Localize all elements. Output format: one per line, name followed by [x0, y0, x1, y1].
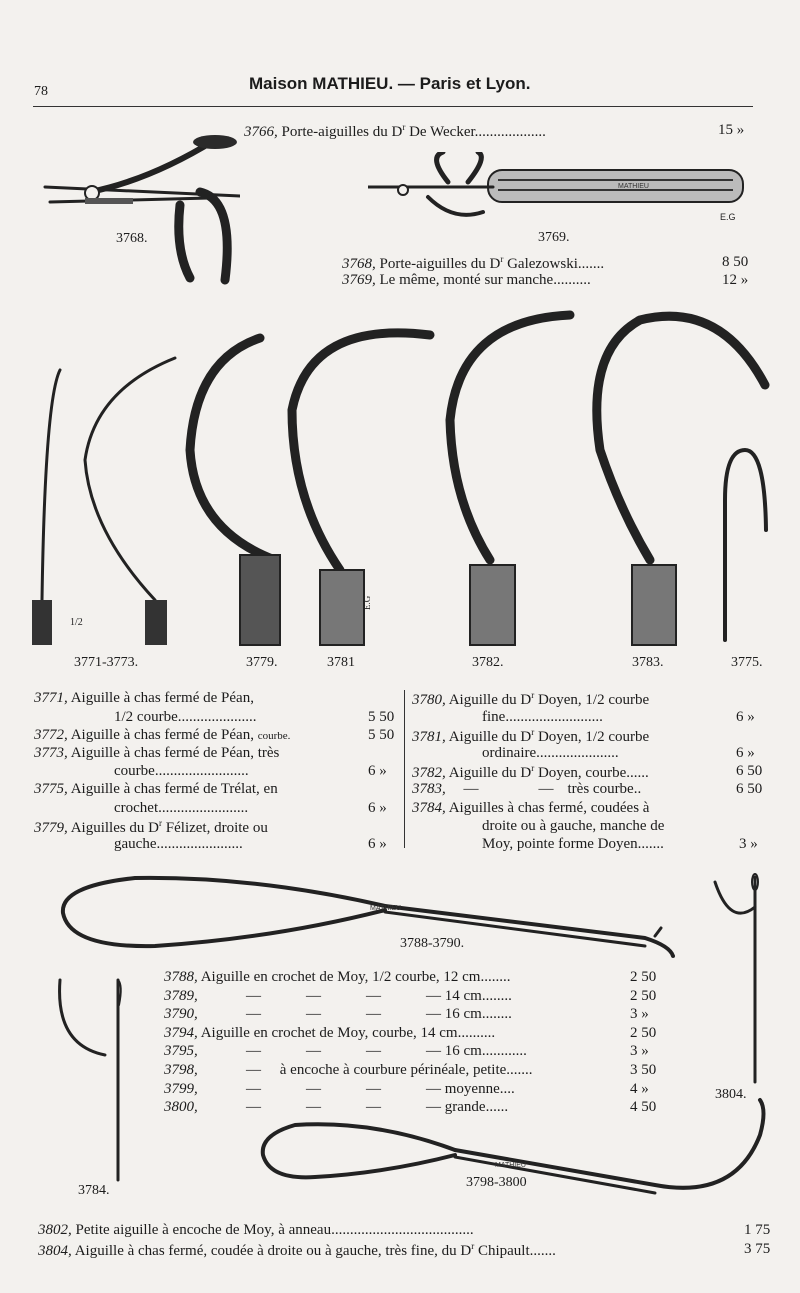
moy-price-3788: 2 50 — [630, 969, 657, 985]
right-item-3781-line2: ordinaire...................... — [482, 745, 619, 761]
moy-price-3800: 4 50 — [630, 1099, 657, 1115]
moy-price-3795: 3 » — [630, 1043, 649, 1059]
left-item-3771-line2: 1/2 courbe..................... — [114, 709, 257, 725]
moy-row-3795: 3795, — — — — 16 cm............ — [164, 1043, 527, 1059]
brand-engraving-3788: MATHIEU — [370, 905, 401, 912]
right-item-3784-line2: droite ou à gauche, manche de — [482, 818, 665, 834]
price-3782: 6 50 — [736, 763, 763, 779]
fig-3769-label: 3769. — [538, 230, 570, 245]
caption-3782: 3782. — [472, 655, 504, 670]
fig-3798-label: 3798-3800 — [466, 1175, 527, 1190]
needle-3772 — [85, 358, 175, 645]
price-3773: 6 » — [368, 763, 387, 779]
right-item-3784: 3784, Aiguilles à chas fermé, coudées à — [412, 800, 650, 816]
left-item-3775: 3775, Aiguille à chas fermé de Trélat, en — [34, 781, 278, 797]
moy-row-3790: 3790, — — — — 16 cm........ — [164, 1006, 512, 1022]
needles-illustration — [20, 300, 790, 652]
needle-3804-illustration — [705, 872, 765, 1087]
needle-holder-3769-illustration — [368, 152, 748, 227]
left-item-3771: 3771, Aiguille à chas fermé de Péan, — [34, 690, 254, 706]
right-item-3784-line3: Moy, pointe forme Doyen....... — [482, 836, 664, 852]
right-item-3783: 3783, — — très courbe.. — [412, 781, 642, 797]
needle-3782 — [450, 315, 570, 645]
moy-price-3798: 3 50 — [630, 1062, 657, 1078]
needle-3783 — [597, 316, 765, 645]
caption-3783: 3783. — [632, 655, 664, 670]
price-3768: 8 50 — [722, 254, 749, 270]
moy-row-3800: 3800, — — — — grande...... — [164, 1099, 509, 1115]
left-item-3775-line2: crochet........................ — [114, 800, 249, 816]
header-rule — [33, 106, 753, 107]
moy-crochet-3788-illustration — [55, 868, 680, 963]
needle-3784-illustration — [45, 975, 135, 1185]
moy-row-3788: 3788, Aiguille en crochet de Moy, 1/2 courbe, 12 cm........ — [164, 969, 511, 985]
moy-row-3789: 3789, — — — — 14 cm........ — [164, 988, 512, 1004]
price-3780: 6 » — [736, 709, 755, 725]
needle-3779 — [190, 338, 280, 645]
price-3769: 12 » — [722, 272, 749, 288]
item-3766: 3766, Porte-aiguilles du $D^r$ De Wecker................... — [244, 122, 546, 140]
brand-engraving-3769: MATHIEU — [618, 183, 649, 190]
needle-3775 — [725, 450, 766, 640]
price-3802: 1 75 — [744, 1222, 771, 1238]
eg-mark: E.G — [720, 212, 736, 222]
moy-price-3799: 4 » — [630, 1081, 649, 1097]
left-item-3779-line2: gauche....................... — [114, 836, 243, 852]
page-title: Maison MATHIEU. — Paris et Lyon. — [249, 74, 531, 93]
caption-3775: 3775. — [731, 655, 763, 670]
item-3768: 3768, Porte-aiguilles du $D^r$ Galezowski....... — [342, 254, 605, 272]
price-3775: 6 » — [368, 800, 387, 816]
fig-3788-label: 3788-3790. — [400, 936, 465, 951]
right-item-3780-line2: fine.......................... — [482, 709, 603, 725]
fraction-mark: 1/2 — [70, 617, 83, 628]
needle-3771 — [32, 370, 60, 645]
left-item-3772: 3772, Aiguille à chas fermé de Péan, courbe. — [34, 727, 291, 743]
page-number: 78 — [34, 84, 48, 99]
left-item-3773: 3773, Aiguille à chas fermé de Péan, très — [34, 745, 280, 761]
item-3769: 3769, Le même, monté sur manche.......... — [342, 272, 591, 288]
left-item-3773-line2: courbe......................... — [114, 763, 249, 779]
caption-3779: 3779. — [246, 655, 278, 670]
price-3784: 3 » — [739, 836, 758, 852]
price-3783: 6 50 — [736, 781, 763, 797]
right-item-3782: 3782, Aiguille du $D^r$ Doyen, courbe...... — [412, 763, 649, 781]
column-divider — [404, 690, 405, 848]
left-item-3779: 3779, Aiguilles du $D^r$ Félizet, droite ou — [34, 818, 268, 836]
moy-price-3794: 2 50 — [630, 1025, 657, 1041]
moy-row-3799: 3799, — — — — moyenne.... — [164, 1081, 515, 1097]
bottom-item-3802: 3802, Petite aiguille à encoche de Moy, à anneau...................................... — [38, 1222, 474, 1238]
fig-3804-label: 3804. — [715, 1087, 747, 1102]
eg-needle-mark: E.G — [362, 595, 372, 610]
right-item-3781: 3781, Aiguille du $D^r$ Doyen, 1/2 courbe — [412, 727, 650, 745]
needle-holder-3768-illustration — [40, 130, 240, 295]
right-item-3780: 3780, Aiguille du $D^r$ Doyen, 1/2 courbe — [412, 690, 650, 708]
price-3781: 6 » — [736, 745, 755, 761]
price-3771: 5 50 — [368, 709, 395, 725]
needle-3781 — [292, 333, 430, 645]
moy-price-3790: 3 » — [630, 1006, 649, 1022]
brand-small: MATHIEU — [495, 1162, 526, 1169]
price-3804: 3 75 — [744, 1241, 771, 1257]
moy-price-3789: 2 50 — [630, 988, 657, 1004]
caption-3781: 3781 — [327, 655, 355, 670]
fig-3768-label: 3768. — [116, 231, 148, 246]
price-3772: 5 50 — [368, 727, 395, 743]
moy-row-3798: 3798, — à encoche à courbure périnéale, petite....... — [164, 1062, 533, 1078]
price-3766: 15 » — [718, 122, 745, 138]
moy-row-3794: 3794, Aiguille en crochet de Moy, courbe, 14 cm.......... — [164, 1025, 496, 1041]
fig-3784-label: 3784. — [78, 1183, 110, 1198]
price-3779: 6 » — [368, 836, 387, 852]
bottom-item-3804: 3804, Aiguille à chas fermé, coudée à droite ou à gauche, très fine, du $D^r$ Chipault....... — [38, 1241, 556, 1259]
caption-3771-3773: 3771-3773. — [74, 655, 139, 670]
